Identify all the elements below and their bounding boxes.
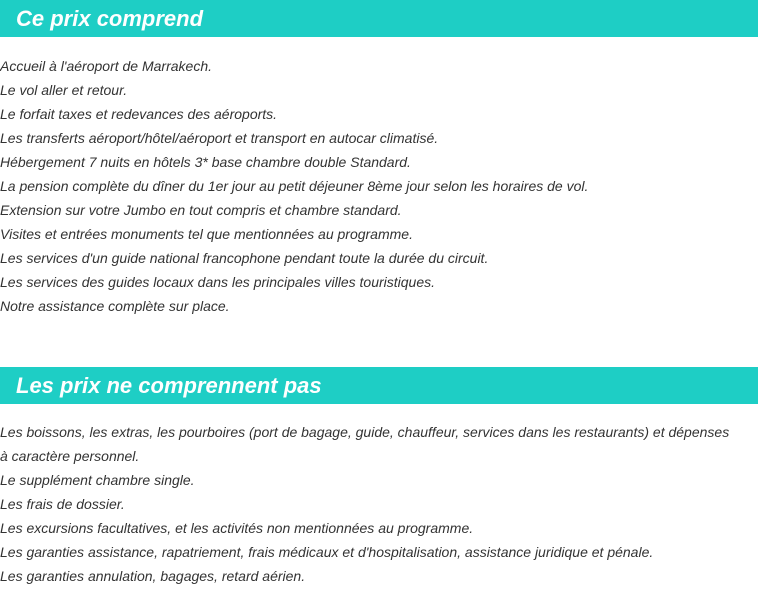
list-item: Visites et entrées monuments tel que mentionnées au programme. bbox=[0, 226, 413, 242]
list-item: Hébergement 7 nuits en hôtels 3* base chambre double Standard. bbox=[0, 154, 411, 170]
excluded-section-title: Les prix ne comprennent pas bbox=[0, 367, 758, 404]
excluded-section bbox=[0, 367, 758, 588]
list-item: La pension complète du dîner du 1er jour au petit déjeuner 8ème jour selon les horaires de vol. bbox=[0, 178, 589, 194]
included-list bbox=[0, 54, 758, 318]
list-item: Les boissons, les extras, les pourboires (port de bagage, guide, chauffeur, services dans les restaurants) et dépenses à caractère personnel. bbox=[0, 424, 730, 464]
excluded-list bbox=[0, 420, 740, 588]
list-item: Le forfait taxes et redevances des aéroports. bbox=[0, 106, 278, 122]
list-item: Les garanties assistance, rapatriement, frais médicaux et d'hospitalisation, assistance juridique et pénale. bbox=[0, 544, 654, 560]
list-item: Les garanties annulation, bagages, retard aérien. bbox=[0, 568, 306, 584]
list-item: Accueil à l'aéroport de Marrakech. bbox=[0, 58, 212, 74]
list-item: Extension sur votre Jumbo en tout compris et chambre standard. bbox=[0, 202, 402, 218]
list-item: Le vol aller et retour. bbox=[0, 82, 128, 98]
included-section-title: Ce prix comprend bbox=[0, 0, 758, 37]
list-item: Les excursions facultatives, et les activités non mentionnées au programme. bbox=[0, 520, 474, 536]
list-item: Notre assistance complète sur place. bbox=[0, 298, 230, 314]
list-item: Les services d'un guide national francophone pendant toute la durée du circuit. bbox=[0, 250, 489, 266]
list-item: Les transferts aéroport/hôtel/aéroport et transport en autocar climatisé. bbox=[0, 130, 439, 146]
list-item: Les services des guides locaux dans les principales villes touristiques. bbox=[0, 274, 435, 290]
list-item: Le supplément chambre single. bbox=[0, 472, 195, 488]
list-item: Les frais de dossier. bbox=[0, 496, 125, 512]
